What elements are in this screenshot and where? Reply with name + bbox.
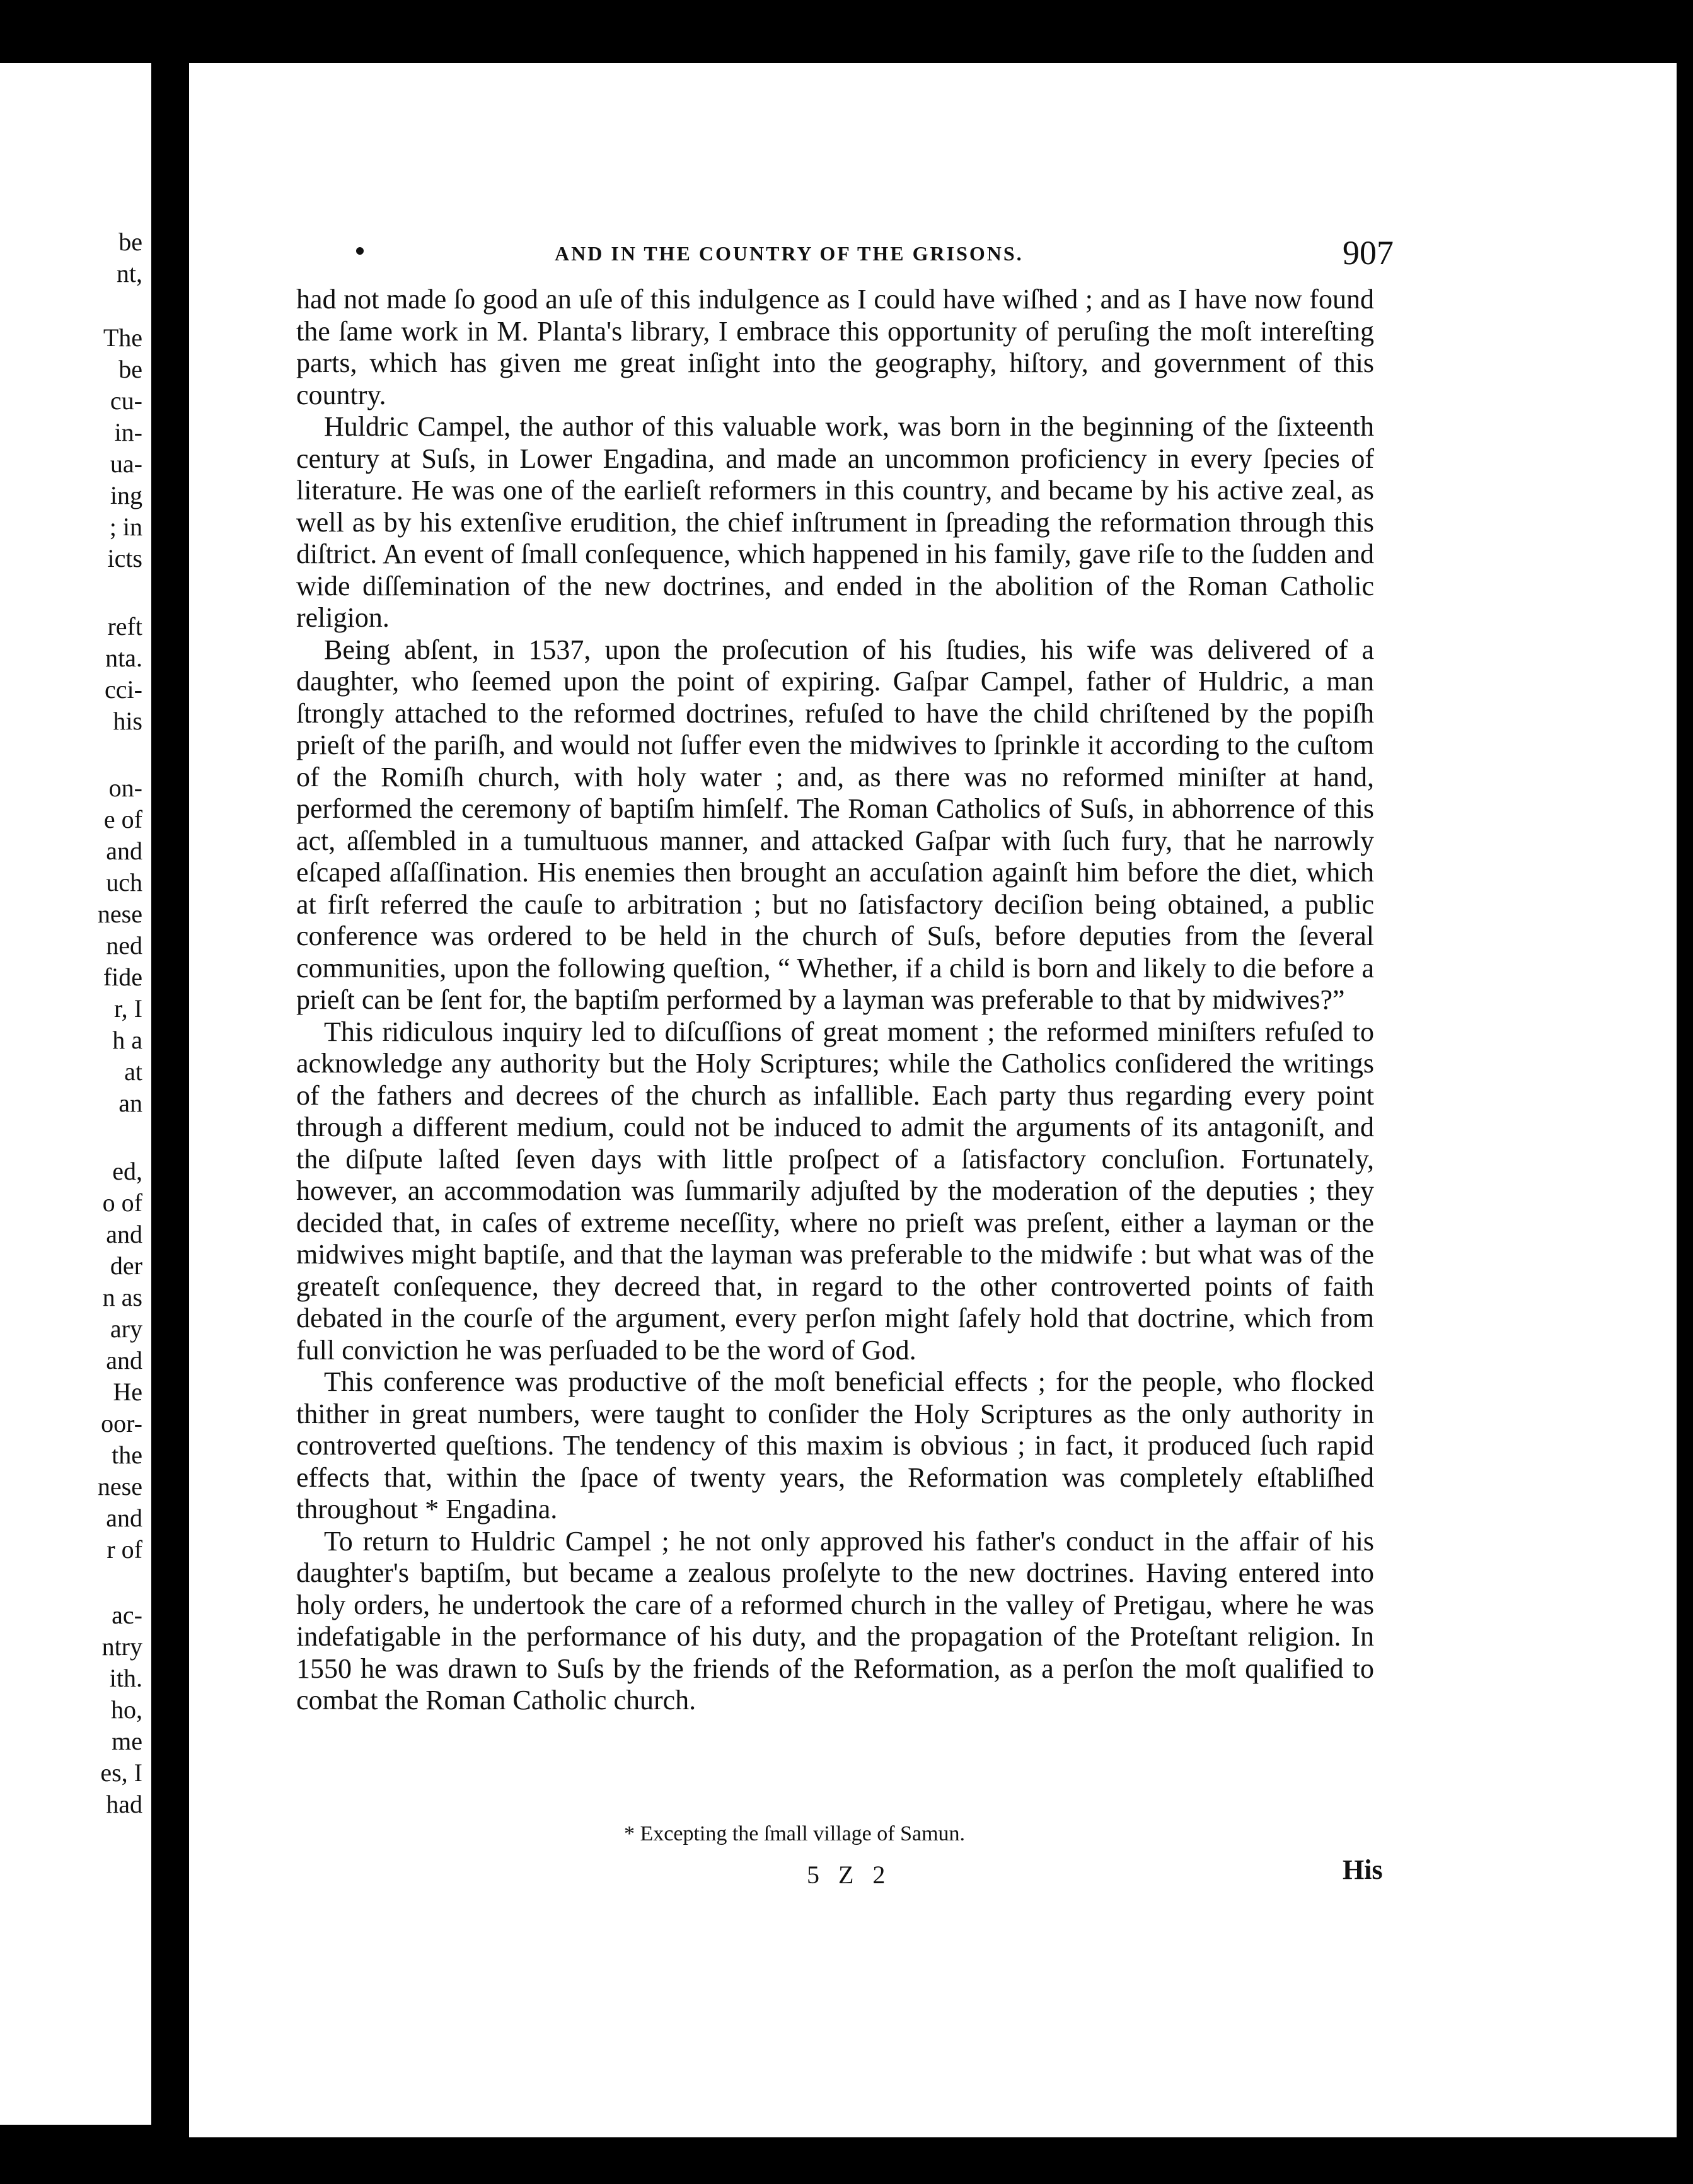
left-page-line-fragment: uch	[106, 868, 142, 897]
left-page-line-fragment: ntry	[101, 1632, 142, 1661]
left-page-line-fragment: ua-	[110, 450, 142, 478]
left-page-line-fragment: his	[113, 707, 142, 735]
left-page-line-fragment: ing	[110, 481, 142, 509]
left-page-edge	[0, 63, 151, 2125]
left-page-line-fragment: cci-	[105, 675, 142, 704]
left-page-line-fragment: on-	[108, 774, 142, 802]
left-page-line-fragment: n as	[102, 1283, 142, 1311]
left-page-line-fragment: nt,	[116, 259, 142, 288]
left-page-line-fragment: oor-	[101, 1409, 142, 1438]
page-header	[189, 233, 1677, 277]
footnote-text: * Excepting the ſmall village of Samun.	[624, 1822, 966, 1845]
left-page-line-fragment: ary	[110, 1315, 142, 1343]
left-page-line-fragment: nese	[97, 900, 142, 928]
left-page-line-fragment: fide	[103, 963, 142, 991]
paragraph: This conference was productive of the moſt beneficial effects ; for the people, who flocked thither in great numbers, were taught to conſider the Holy Scriptures as the only authority in controverted queſtions. The tendency of this maxim is obvious ; in fact, it produced ſuch rapid effects that, within the ſpace of twenty years, the Reformation was completely eſtabliſhed throughout * Engadina.	[296, 1366, 1374, 1525]
left-page-line-fragment: ac-	[112, 1601, 142, 1629]
left-page-line-fragment: The	[103, 323, 142, 352]
paragraph: Being abſent, in 1537, upon the proſecution of his ſtudies, his wife was delivered of a daughter, who ſeemed upon the point of expiring. Gaſpar Campel, father of Huldric, a man ſtrongly attached to the reformed doctrines, refuſed to have the child chriſtened by the popiſh prieſt of the pariſh, and would not ſuffer even the midwives to ſprinkle it according to the cuſtom of the Romiſh church, with holy water ; and, as there was no reformed miniſter at hand, performed the ceremony of baptiſm himſelf. The Roman Catholics of Suſs, in abhorrence of this act, aſſembled in a tumultuous manner, and attacked Gaſpar with ſuch fury, that he narrowly eſcaped aſſaſſination. His enemies then brought an accuſation againſt him before the diet, which at firſt referred the cauſe to arbitration ; but no ſatisfactory deciſion being obtained, a public conference was ordered to be held in the church of Suſs, before deputies from the ſeveral communities, upon the following queſtion, “ Whether, if a child is born and likely to die before a prieſt can be ſent for, the baptiſm performed by a layman was preferable to that by midwives?”	[296, 634, 1374, 1015]
left-page-line-fragment: e of	[103, 805, 142, 834]
running-head: AND IN THE COUNTRY OF THE GRISONS.	[555, 242, 1024, 265]
left-page-line-fragment: es, I	[100, 1758, 142, 1787]
left-page-line-fragment: me	[112, 1727, 142, 1755]
left-page-line-fragment: ith.	[109, 1664, 142, 1692]
left-page-line-fragment: nese	[97, 1472, 142, 1501]
left-page-line-fragment: be	[118, 228, 142, 256]
left-page-line-fragment: ; in	[109, 513, 142, 541]
left-page-line-fragment: nta.	[105, 644, 142, 672]
left-page-line-fragment: ed,	[112, 1157, 142, 1185]
left-page-line-fragment: cu-	[110, 386, 142, 415]
left-page-line-fragment: in-	[114, 418, 142, 446]
left-page-line-fragment: h a	[112, 1026, 142, 1054]
left-page-line-fragment: ho,	[111, 1695, 142, 1724]
left-page-line-fragment: der	[110, 1252, 142, 1280]
left-page-line-fragment: icts	[107, 544, 142, 572]
left-page-line-fragment: and	[106, 1220, 142, 1248]
paragraph: This ridiculous inquiry led to diſcuſſions of great moment ; the reformed miniſters refuſed to acknowledge any authority but the Holy Scriptures; while the Catholics conſidered the writings of the fathers and decrees of the church as infallible. Each party thus regarding every point through a different medium, could not be induced to admit the arguments of its antagoniſt, and the diſpute laſted ſeven days with little proſpect of a ſatisfactory concluſion. Fortunately, however, an accommodation was ſummarily adjuſted by the moderation of the deputies ; they decided that, in caſes of extreme neceſſity, where no prieſt was preſent, either a layman or the midwives might baptiſe, and that the layman was preferable to the midwife : but what was of the greateſt conſequence, they decreed that, in regard to the other controverted points of faith debated in the courſe of the argument, every perſon might ſafely hold that doctrine, which from full conviction he was perſuaded to be the word of God.	[296, 1016, 1374, 1366]
left-page-line-fragment: r of	[107, 1535, 142, 1564]
left-page-line-fragment: and	[106, 1504, 142, 1532]
left-page-line-fragment: ned	[106, 931, 142, 960]
paragraph: had not made ſo good an uſe of this indulgence as I could have wiſhed ; and as I have now found the ſame work in M. Planta's library, I embrace this opportunity of peruſing the moſt intereſting parts, which has given me great inſight into the geography, hiſtory, and government of this country.	[296, 284, 1374, 410]
left-page-line-fragment: and	[106, 837, 142, 865]
left-page-line-fragment: He	[113, 1378, 142, 1406]
header-bullet-mark	[356, 247, 364, 255]
body-text	[296, 284, 1374, 1717]
left-page-line-fragment: be	[118, 355, 142, 383]
paragraph: Huldric Campel, the author of this valuable work, was born in the beginning of the ſixteenth century at Suſs, in Lower Engadina, and made an uncommon proficiency in every ſpecies of literature. He was one of the earlieſt reformers in this country, and became by his active zeal, as well as by his extenſive erudition, the chief inſtrument in ſpreading the reformation through this diſtrict. An event of ſmall conſequence, which happened in his family, gave riſe to the ſudden and wide diſſemination of the new doctrines, and ended in the abolition of the Roman Catholic religion.	[296, 411, 1374, 633]
catchword: His	[1343, 1854, 1383, 1885]
page-number: 907	[1343, 234, 1394, 272]
signature-mark: 5 Z 2	[807, 1861, 892, 1889]
left-page-line-fragment: and	[106, 1346, 142, 1374]
page	[189, 63, 1677, 2137]
left-page-line-fragment: reft	[107, 612, 142, 641]
left-page-line-fragment: at	[124, 1057, 142, 1086]
left-page-line-fragment: o of	[102, 1188, 142, 1217]
left-page-line-fragment: an	[118, 1089, 142, 1117]
paragraph: To return to Huldric Campel ; he not only approved his father's conduct in the affair of his daughter's baptiſm, but became a zealous proſelyte to the new doctrines. Having entered into holy orders, he undertook the care of a reformed church in the valley of Pretigau, where he was indefatigable in the performance of his duty, and the propagation of the Proteſtant religion. In 1550 he was drawn to Suſs by the friends of the Reformation, as a perſon the moſt qualified to combat the Roman Catholic church.	[296, 1525, 1374, 1716]
left-page-line-fragment: r, I	[113, 994, 142, 1023]
left-page-line-fragment: the	[112, 1441, 142, 1469]
left-page-line-fragment: had	[106, 1790, 142, 1818]
